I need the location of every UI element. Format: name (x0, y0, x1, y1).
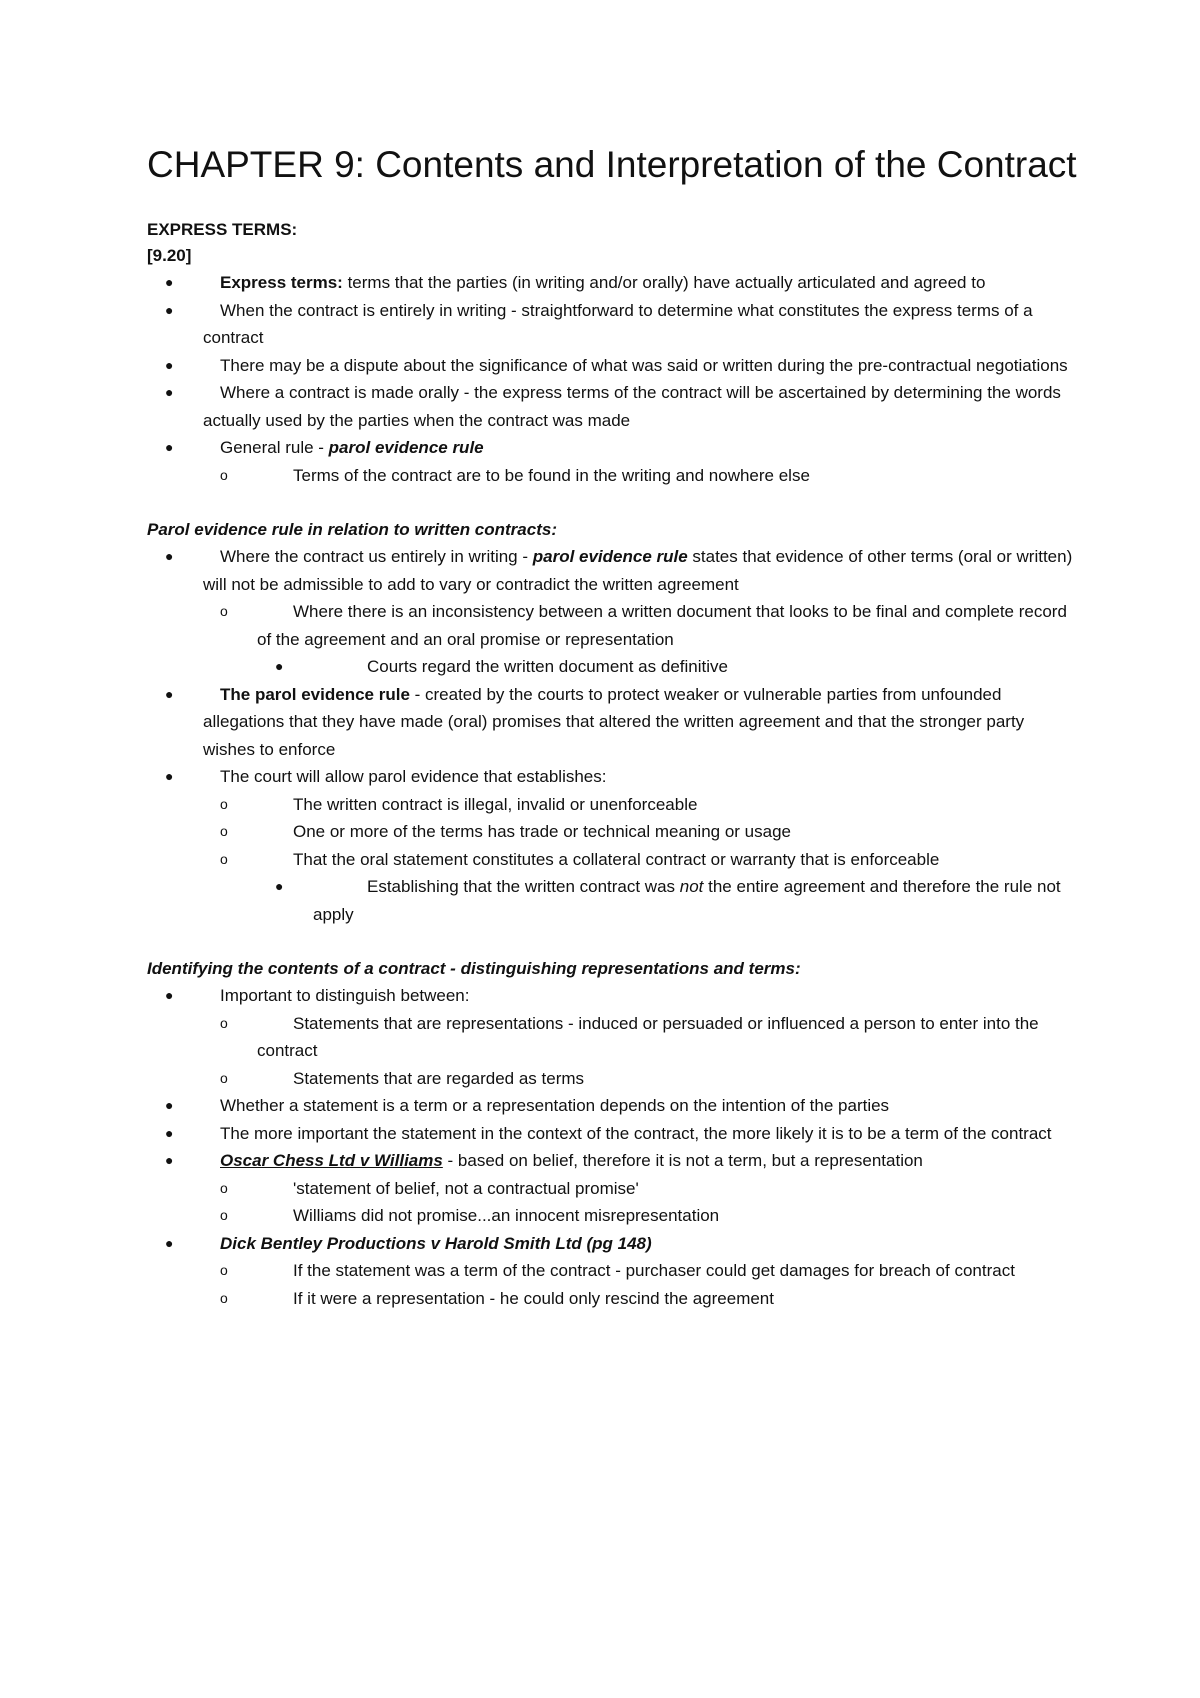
circle-bullet-icon: o (220, 466, 228, 483)
list-item-text: Where a contract is made orally - the express terms of the contract will be ascertained by determining the words actually used by the parties when the contract was made (203, 383, 1061, 430)
circle-bullet-icon: o (220, 1179, 228, 1196)
list-item (147, 1120, 1077, 1148)
bullet-icon: ● (165, 356, 174, 373)
list-item-text: The written contract is illegal, invalid or unenforceable (293, 794, 698, 814)
sub-list-item (147, 791, 1077, 819)
list-item-text: Statements that are regarded as terms (293, 1068, 585, 1088)
circle-bullet-icon: o (220, 1262, 228, 1278)
list-item-text: 'statement of belief, not a contractual promise' (293, 1178, 639, 1198)
case-name: Oscar Chess Ltd v Williams (220, 1151, 443, 1170)
list-item (147, 434, 1077, 462)
list-item-text: Where the contract us entirely in writing - (220, 547, 533, 566)
sub-list-item (147, 818, 1077, 846)
list-item-text: Important to distinguish between: (220, 986, 470, 1005)
circle-bullet-icon: o (220, 603, 228, 619)
page-title: CHAPTER 9: Contents and Interpretation of the Contract (147, 144, 1077, 185)
bullet-icon: ● (275, 658, 284, 674)
sub-sub-list-item (147, 873, 1077, 928)
section-reference: [9.20] (147, 246, 192, 265)
bullet-icon: ● (275, 878, 284, 894)
list-item (147, 1092, 1077, 1120)
bullet-icon: ● (165, 768, 174, 784)
list-item-text: Where there is an inconsistency between a written document that looks to be final and complete record of the agreement and an oral promise or representation (257, 602, 1067, 649)
list-item-text: The more important the statement in the context of the contract, the more likely it is to be a term of the contract (220, 1123, 1052, 1143)
bullet-icon: ● (165, 548, 174, 564)
circle-bullet-icon: o (220, 850, 228, 867)
list-item (147, 352, 1077, 380)
list-item (147, 763, 1077, 791)
sub-list-item (147, 1285, 1077, 1313)
section-heading-express-terms: EXPRESS TERMS: (147, 220, 298, 239)
bullet-icon: ● (165, 439, 174, 455)
sub-sub-list-item (147, 653, 1077, 681)
section-heading-identifying-contents: Identifying the contents of a contract - distinguishing representations and terms: (147, 959, 801, 978)
list-item-text: The court will allow parol evidence that establishes: (220, 767, 607, 786)
circle-bullet-icon: o (220, 795, 228, 812)
list-item-text: Statements that are representations - induced or persuaded or influenced a person to enter into the contract (257, 1013, 1039, 1060)
list-item-text: Establishing that the written contract was (367, 877, 680, 896)
list-item-text: General rule - (220, 438, 329, 457)
bullet-icon: ● (165, 301, 174, 318)
list-item (147, 297, 1077, 352)
circle-bullet-icon: o (220, 1069, 228, 1086)
emphasis-text: parol evidence rule (532, 547, 688, 566)
case-name: Dick Bentley Productions v Harold Smith Ltd (pg 148) (220, 1233, 652, 1253)
sub-list-item (147, 462, 1077, 490)
bullet-icon: ● (165, 987, 174, 1003)
identifying-contents-list (147, 982, 1077, 1312)
bullet-icon: ● (165, 1124, 174, 1141)
list-item-text: - based on belief, therefore it is not a term, but a representation (442, 1151, 923, 1170)
sub-list-item (147, 598, 1077, 653)
list-item-text: If it were a representation - he could only rescind the agreement (293, 1288, 774, 1308)
parol-evidence-list (147, 543, 1077, 928)
list-item (147, 982, 1077, 1010)
list-item-text: Williams did not promise...an innocent misrepresentation (293, 1206, 720, 1225)
sub-list-item (147, 1175, 1077, 1203)
bullet-icon: ● (165, 274, 174, 290)
list-item-text: states that evidence of other terms (oral or written) will not be admissible to add to vary or contradict the written agreement (203, 547, 1073, 594)
list-item-text: terms that the parties (in writing and/or orally) have actually articulated and agreed to (342, 273, 986, 292)
bullet-icon: ● (165, 1152, 174, 1168)
list-item-text: the entire agreement and therefore the rule not apply (313, 877, 1061, 924)
sub-list-item (147, 1010, 1077, 1065)
list-item-text: If the statement was a term of the contract - purchaser could get damages for breach of contract (293, 1261, 1015, 1280)
bold-term: Express terms: (220, 273, 343, 292)
list-item (147, 269, 1077, 297)
list-item-text: When the contract is entirely in writing - straightforward to determine what constitutes the express terms of a contract (203, 300, 1033, 347)
list-item-text: There may be a dispute about the significance of what was said or written during the pre-contractual negotiations (220, 355, 1068, 375)
circle-bullet-icon: o (220, 1014, 228, 1031)
document-page (147, 140, 1077, 1312)
sub-list-item (147, 1257, 1077, 1285)
sub-list-item (147, 846, 1077, 874)
list-item (147, 681, 1077, 764)
list-item (147, 1230, 1077, 1258)
bullet-icon: ● (165, 1234, 174, 1251)
list-item-text: Courts regard the written document as definitive (367, 657, 728, 676)
list-item-text: That the oral statement constitutes a collateral contract or warranty that is enforceable (293, 849, 940, 869)
circle-bullet-icon: o (220, 823, 228, 839)
bullet-icon: ● (165, 1097, 174, 1113)
bullet-icon: ● (165, 685, 174, 702)
bold-term: The parol evidence rule (220, 684, 410, 704)
list-item-text: Whether a statement is a term or a representation depends on the intention of the parties (220, 1096, 890, 1115)
circle-bullet-icon: o (220, 1289, 228, 1306)
section-heading-parol-evidence: Parol evidence rule in relation to written contracts: (147, 520, 557, 539)
list-item-text: One or more of the terms has trade or technical meaning or usage (293, 822, 791, 841)
bullet-icon: ● (165, 384, 174, 400)
list-item (147, 1147, 1077, 1175)
emphasis-text: not (679, 877, 704, 896)
circle-bullet-icon: o (220, 1207, 228, 1223)
list-item-text: Terms of the contract are to be found in the writing and nowhere else (293, 465, 810, 485)
list-item (147, 543, 1077, 598)
sub-list-item (147, 1202, 1077, 1230)
sub-list-item (147, 1065, 1077, 1093)
list-item (147, 379, 1077, 434)
express-terms-list (147, 269, 1077, 489)
emphasis-text: parol evidence rule (328, 438, 484, 457)
list-item-text: - created by the courts to protect weaker or vulnerable parties from unfounded allegations that they have made (oral) promises that altered the written agreement and that the stronger party wishes to enforce (203, 684, 1025, 759)
